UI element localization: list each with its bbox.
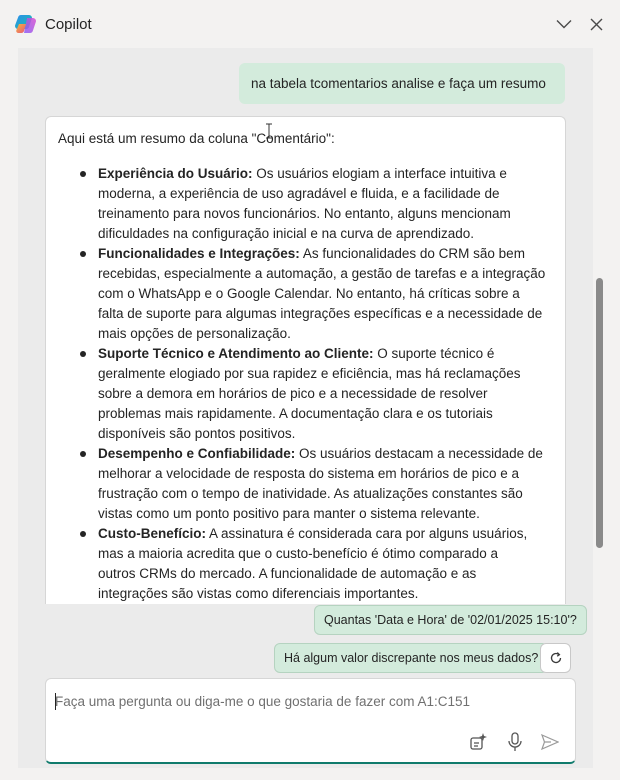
bullet-dot xyxy=(80,531,86,537)
bullet-text: Os usuários destacam a necessidade de xyxy=(295,446,543,461)
refresh-icon xyxy=(549,651,563,665)
bullet-text: vistas como um ponto positivo para manter o sistema relevante. xyxy=(98,506,480,521)
copilot-logo-icon xyxy=(15,13,37,35)
suggestion-chip[interactable]: Quantas 'Data e Hora' de '02/01/2025 15:10'? xyxy=(314,605,587,635)
bullet-heading: Desempenho e Confiabilidade: xyxy=(98,446,296,461)
close-icon xyxy=(590,18,603,31)
user-message xyxy=(239,63,565,104)
bullet-text: com o WhatsApp e o Google Calendar. No entanto, há críticas sobre a xyxy=(98,286,520,301)
bullet-text: disponíveis são pontos positivos. xyxy=(98,426,296,441)
bullet-text: As funcionalidades do CRM são bem xyxy=(299,246,525,261)
close-button[interactable] xyxy=(586,14,606,34)
prompt-input[interactable] xyxy=(55,691,555,711)
assistant-response xyxy=(45,116,566,604)
bullet-text: integrações são vistas como diferenciais importantes. xyxy=(98,586,419,601)
bullet-text: Os usuários elogiam a interface intuitiva e xyxy=(252,166,507,181)
composer xyxy=(45,678,576,764)
bullet-dot xyxy=(80,251,86,257)
text-caret xyxy=(55,693,56,710)
bullet-dot xyxy=(80,351,86,357)
bullet-item xyxy=(98,444,558,524)
suggestion-chip[interactable]: Há algum valor discrepante nos meus dados? xyxy=(274,643,548,673)
bullet-heading: Custo-Benefício: xyxy=(98,526,206,541)
send-button[interactable] xyxy=(539,731,561,753)
bullet-text: treinamento para novos funcionários. No entanto, alguns mencionam xyxy=(98,206,511,221)
bullet-text: O suporte técnico é xyxy=(373,346,495,361)
chevron-down-icon xyxy=(556,19,572,29)
title-bar xyxy=(0,0,620,48)
user-message-text: na tabela tcomentarios analise e faça um resumo xyxy=(251,76,546,91)
sparkle-prompts-icon xyxy=(468,732,488,752)
bullet-text: mais opções de personalização. xyxy=(98,326,291,341)
bullet-dot xyxy=(80,171,86,177)
refresh-suggestions-button[interactable] xyxy=(540,643,571,673)
bullet-text: moderna, a experiência de uso agradável e fluida, e a facilidade de xyxy=(98,186,500,201)
bullet-text: melhorar a velocidade de resposta do sistema em horários de pico e a xyxy=(98,466,519,481)
bullet-text: falta de suporte para algumas integrações específicas e a necessidade de xyxy=(98,306,543,321)
bullet-heading: Funcionalidades e Integrações: xyxy=(98,246,300,261)
bullet-text: outros CRMs do mercado. A funcionalidade de automação e as xyxy=(98,566,477,581)
response-intro: Aqui está um resumo da coluna "Comentário": xyxy=(58,131,335,146)
bullet-text: geralmente elogiado por sua rapidez e eficiência, mas há reclamações xyxy=(98,366,521,381)
bullet-item xyxy=(98,164,558,244)
bullet-text: mas a maioria acredita que o custo-benefício é ótimo comparado a xyxy=(98,546,498,561)
bullet-text: problemas mais rapidamente. A documentação clara e os tutoriais xyxy=(98,406,493,421)
bullet-item xyxy=(98,344,558,444)
bullet-text: dificuldades na configuração inicial e na curva de aprendizado. xyxy=(98,226,474,241)
bullet-item xyxy=(98,524,558,604)
send-icon xyxy=(541,734,559,750)
bullet-text: frustração com o tempo de inatividade. As atualizações constantes são xyxy=(98,486,523,501)
bullet-text: recebidas, especialmente a automação, a gestão de tarefas e a integração xyxy=(98,266,546,281)
response-bullets xyxy=(98,164,558,604)
bullet-heading: Suporte Técnico e Atendimento ao Cliente: xyxy=(98,346,374,361)
collapse-button[interactable] xyxy=(554,14,574,34)
chat-scrollbar-thumb[interactable] xyxy=(596,278,603,548)
bullet-dot xyxy=(80,451,86,457)
bullet-item xyxy=(98,244,558,344)
bullet-text: A assinatura é considerada cara por alguns usuários, xyxy=(206,526,528,541)
text-cursor-icon xyxy=(265,123,273,139)
bullet-heading: Experiência do Usuário: xyxy=(98,166,253,181)
microphone-button[interactable] xyxy=(504,731,526,753)
app-title: Copilot xyxy=(45,16,92,33)
view-prompts-button[interactable] xyxy=(467,731,489,753)
microphone-icon xyxy=(507,732,523,752)
bullet-text: sobre a demora em horários de pico e a necessidade de resolver xyxy=(98,386,488,401)
